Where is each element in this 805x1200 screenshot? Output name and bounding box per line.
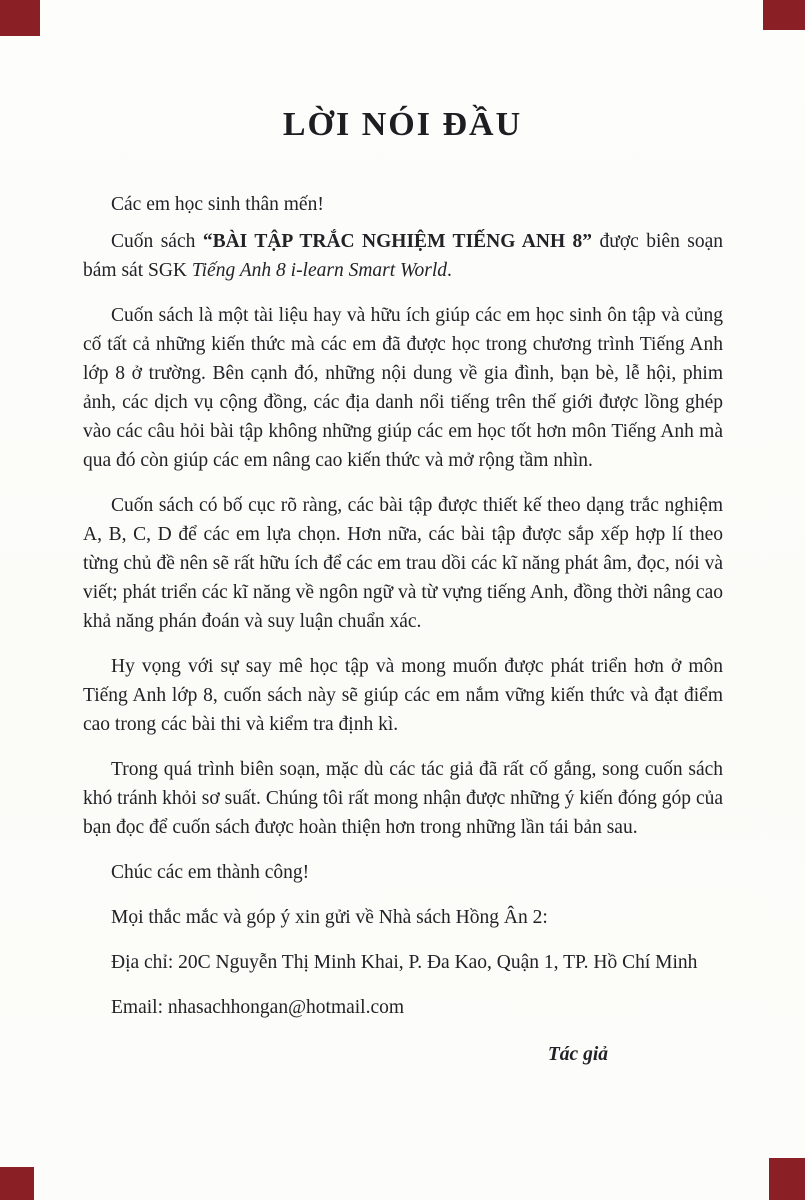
paragraph-body-2: Cuốn sách có bố cục rõ ràng, các bài tập được thiết kế theo dạng trắc nghiệm A, B, C, D để các em lựa chọn. Hơn nữa, các bài tập được sắp xếp hợp lí theo từng chủ đề nên sẽ rất hữu ích để các em trau dồi các kĩ năng phát âm, đọc, nói và viết; phát triển các kĩ năng về ngôn ngữ và từ vựng tiếng Anh, đồng thời nâng cao khả năng phán đoán và suy luận chuẩn xác. (83, 495, 723, 632)
intro-text-pre: Cuốn sách (111, 231, 203, 252)
preface-text-block (83, 190, 723, 1022)
paragraph-address: Địa chỉ: 20C Nguyễn Thị Minh Khai, P. Đa Kao, Quận 1, TP. Hồ Chí Minh (111, 952, 698, 973)
corner-mark-top-right (763, 0, 805, 30)
paragraph-body-3: Hy vọng với sự say mê học tập và mong muốn được phát triển hơn ở môn Tiếng Anh lớp 8, cuốn sách này sẽ giúp các em nắm vững kiến thức và đạt điểm cao trong các bài thi và kiểm tra định kì. (83, 656, 723, 735)
paragraph-intro (83, 227, 723, 285)
paragraph-body-1: Cuốn sách là một tài liệu hay và hữu ích giúp các em học sinh ôn tập và củng cố tất cả những kiến thức mà các em đã được học trong chương trình Tiếng Anh lớp 8 ở trường. Bên cạnh đó, những nội dung về gia đình, bạn bè, lễ hội, phim ảnh, các dịch vụ cộng đồng, các địa danh nổi tiếng trên thế giới được lồng ghép vào các câu hỏi bài tập không những giúp các em học tốt hơn môn Tiếng Anh mà qua đó còn giúp các em nâng cao kiến thức và mở rộng tầm nhìn. (83, 305, 723, 471)
paragraph-feedback: Mọi thắc mắc và góp ý xin gửi về Nhà sách Hồng Ân 2: (111, 907, 548, 928)
paragraph-email: Email: nhasachhongan@hotmail.com (111, 997, 405, 1018)
intro-text-mid: được biên soạn bám sát SGK (83, 231, 724, 281)
intro-text-post: . (447, 260, 452, 281)
paragraph-body-4: Trong quá trình biên soạn, mặc dù các tác giả đã rất cố gắng, song cuốn sách khó tránh khỏi sơ suất. Chúng tôi rất mong nhận được những ý kiến đóng góp của bạn đọc để cuốn sách được hoàn thiện hơn trong những lần tái bản sau. (83, 759, 723, 838)
author-signature: Tác giả (547, 1044, 608, 1065)
corner-mark-top-left (0, 0, 40, 36)
paragraph-closing: Chúc các em thành công! (111, 862, 310, 883)
page-title: LỜI NÓI ĐẦU (282, 106, 523, 143)
corner-mark-bottom-right (769, 1158, 805, 1200)
paragraph-greeting: Các em học sinh thân mến! (111, 194, 324, 215)
corner-mark-bottom-left (0, 1167, 34, 1200)
series-title: Tiếng Anh 8 i-learn Smart World (191, 260, 448, 281)
book-title: “BÀI TẬP TRẮC NGHIỆM TIẾNG ANH 8” (202, 231, 593, 252)
